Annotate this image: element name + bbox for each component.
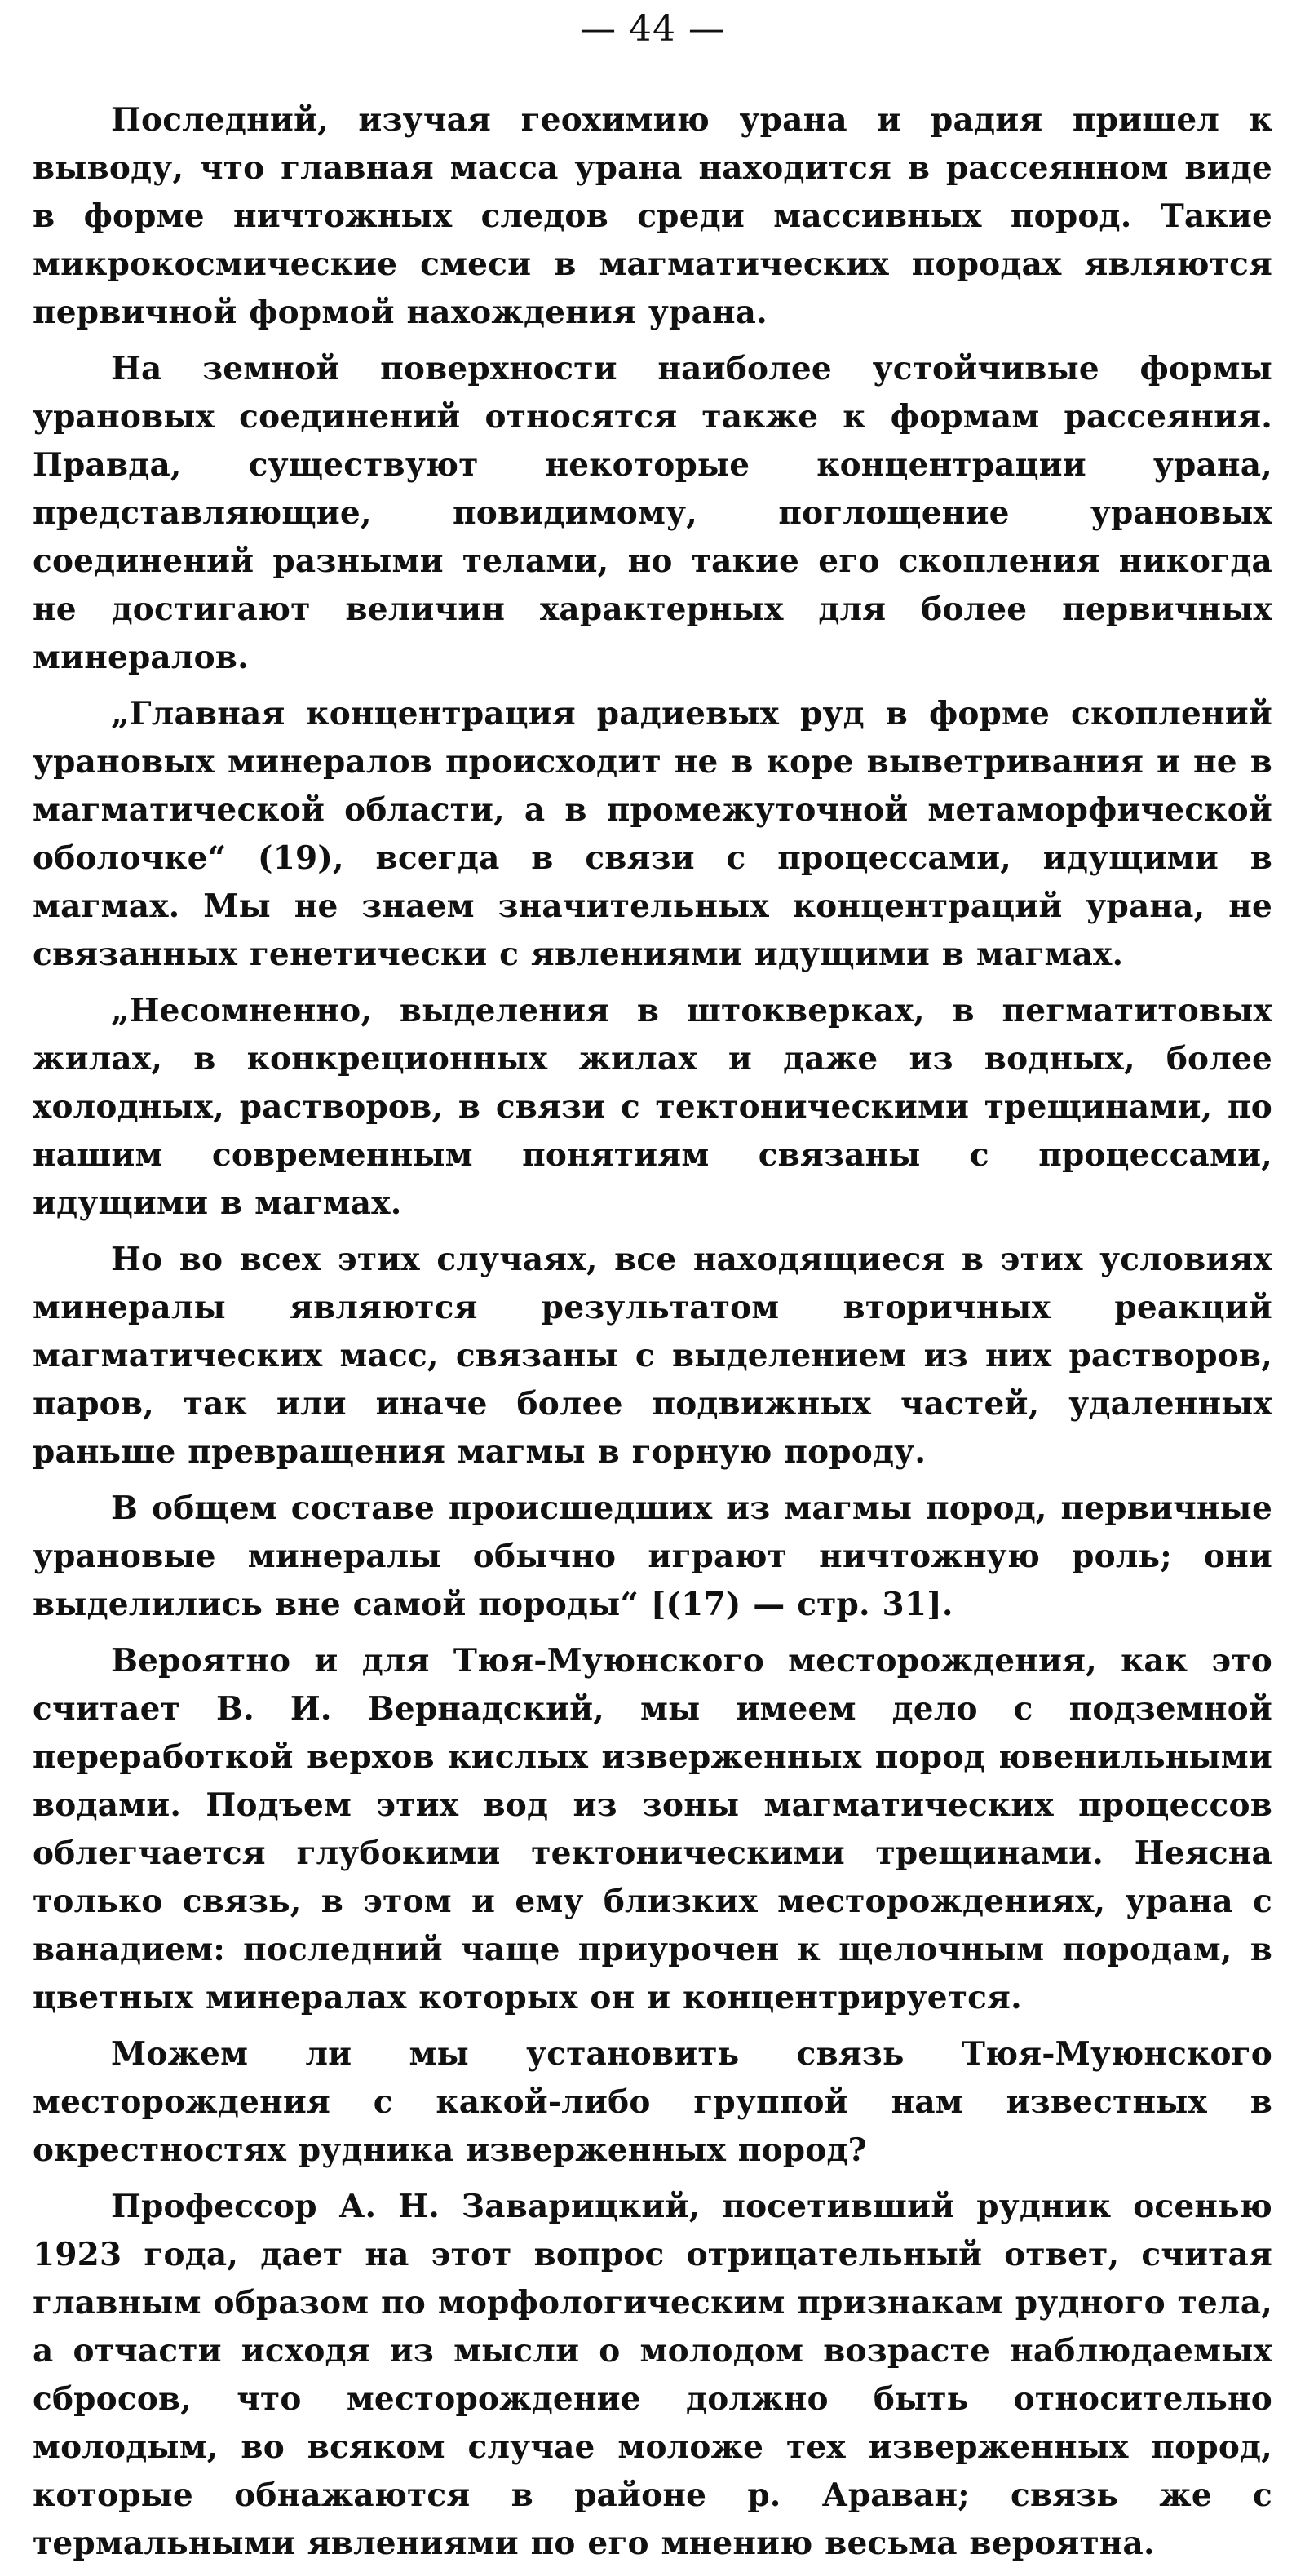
paragraph: На земной поверхности наиболее устойчивые формы урановых соединений относятся также к формам рассеяния. Правда, существуют некоторые концентрации урана, представляющие, повидимому, поглощение урановых соединений разными телами, но такие его скопления никогда не достигают величин характерных для более первичных минералов. [33, 350, 1272, 676]
document-page [33, 0, 1272, 2562]
paragraph: „Главная концентрация радиевых руд в форме скоплений урановых минералов происходит не в коре выветривания и не в магматической области, а в промежуточной метаморфической оболочке“ (19), всегда в связи с процессами, идущими в магмах. Мы не знаем значительных концентраций урана, не связанных генетически с явлениями идущими в магмах. [33, 695, 1272, 973]
body-text [33, 96, 1272, 2576]
paragraph: Последний, изучая геохимию урана и радия пришел к выводу, что главная масса урана находится в рассеянном виде в форме ничтожных следов среди массивных пород. Такие микрокосмические смеси в магматических породах являются первичной формой нахождения урана. [33, 101, 1272, 331]
paragraph: Но во всех этих случаях, все находящиеся в этих условиях минералы являются результатом вторичных реакций магматических масс, связаны с выделением из них растворов, паров, так или иначе более подвижных частей, удаленных раньше превращения магмы в горную породу. [33, 1241, 1272, 1471]
page-number: — 44 — [580, 8, 725, 50]
paragraph: В общем составе происшедших из магмы пород, первичные урановые минералы обычно играют ничтожную роль; они выделились вне самой породы“ [(17) — стр. 31]. [33, 1489, 1272, 1623]
paragraph: Можем ли мы установить связь Тюя-Муюнского месторождения с какой-либо группой нам известных в окрестностях рудника изверженных пород? [33, 2035, 1272, 2169]
paragraph: „Несомненно, выделения в штокверках, в пегматитовых жилах, в конкреционных жилах и даже из водных, более холодных, растворов, в связи с тектоническими трещинами, по нашим современным понятиям связаны с процессами, идущими в магмах. [33, 992, 1272, 1222]
paragraph: Вероятно и для Тюя-Муюнского месторождения, как это считает В. И. Вернадский, мы имеем дело с подземной переработкой верхов кислых изверженных пород ювенильными водами. Подъем этих вод из зоны магматических процессов облегчается глубокими тектоническими трещинами. Неясна только связь, в этом и ему близких месторождениях, урана с ванадием: последний чаще приурочен к щелочным породам, в цветных минералах которых он и концентрируется. [33, 1642, 1272, 2016]
paragraph: Профессор А. Н. Заварицкий, посетивший рудник осенью 1923 года, дает на этот вопрос отрицательный ответ, считая главным образом по морфологическим признакам рудного тела, а отчасти исходя из мысли о молодом возрасте наблюдаемых сбросов, что месторождение должно быть относительно молодым, во всяком случае моложе тех изверженных пород, которые обнажаются в районе р. Араван; связь же с термальными явлениями по его мнению весьма вероятна. [33, 2188, 1272, 2562]
